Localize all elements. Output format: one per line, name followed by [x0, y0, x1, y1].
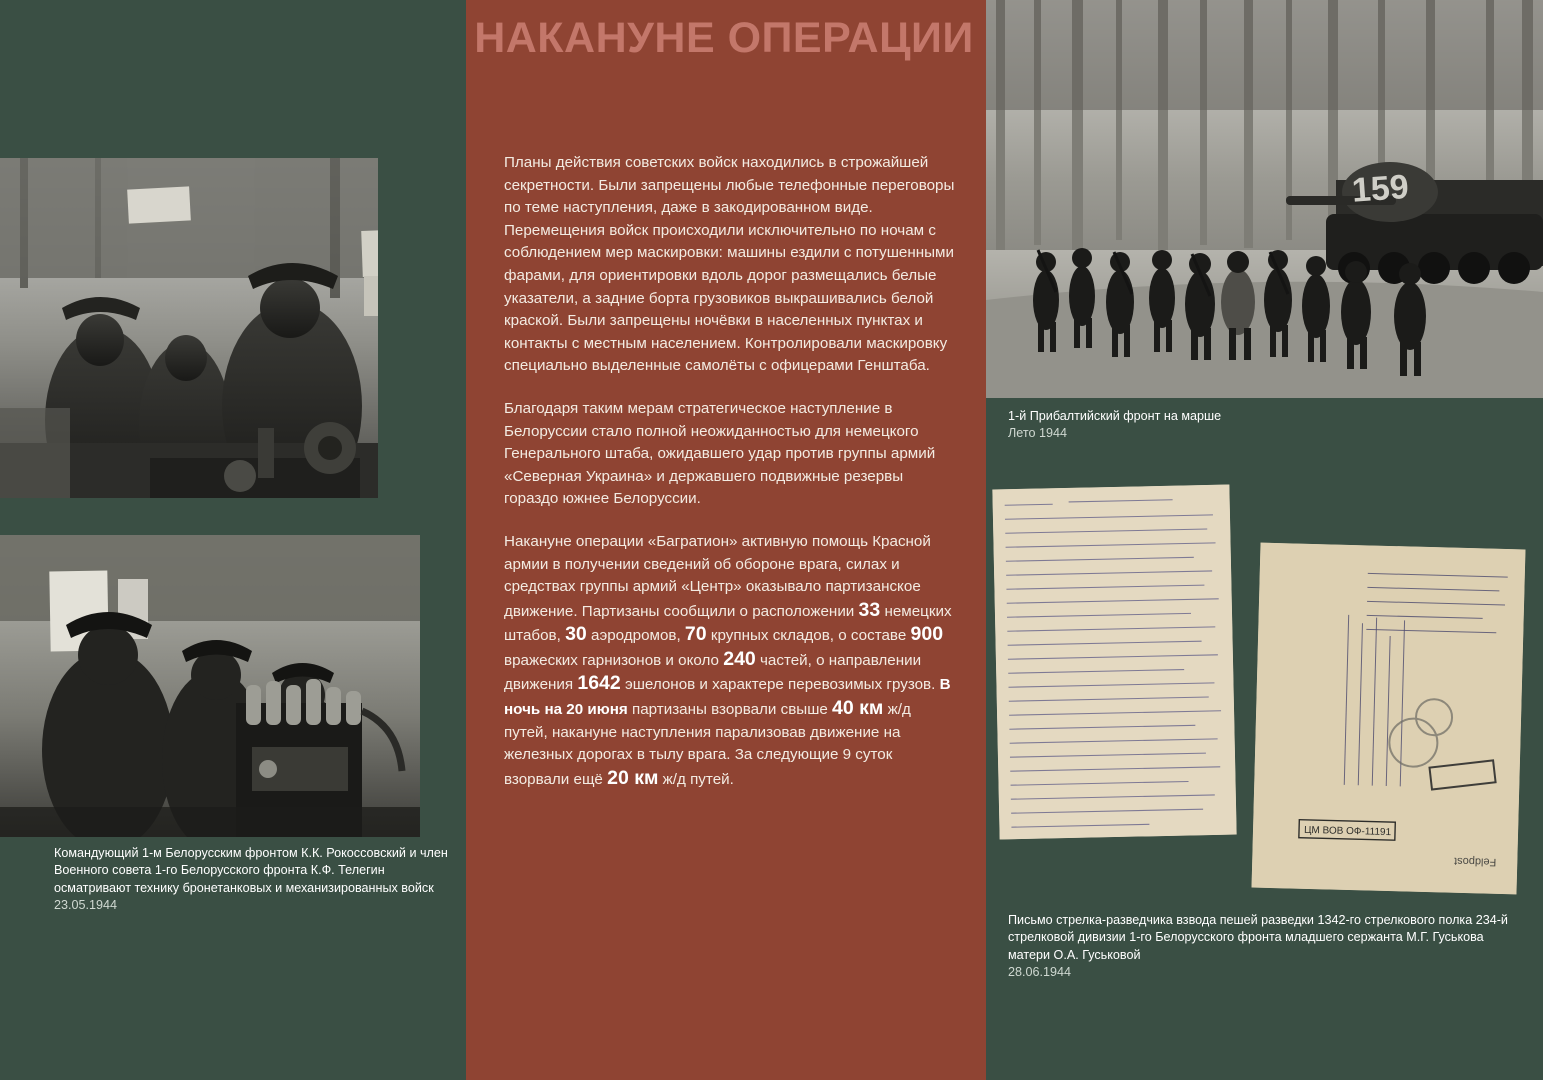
p3-text-10: ж/д путей.: [658, 770, 734, 788]
tank-number-text: 159: [1350, 167, 1410, 210]
p3-text-9: ж/д путей, накануне наступления парализовав движение на железных дорогах в тылу врага. За следующие 9 суток взорвали ещё: [504, 701, 911, 788]
photo-letter-page-1-image: [992, 485, 1236, 840]
stat-garrisons-count: 900: [910, 623, 944, 646]
caption-letter: [1008, 912, 1528, 982]
caption-front-march-date: Лето 1944: [1008, 426, 1067, 441]
feldpost-text: Feldpost: [1453, 854, 1497, 868]
photo-commanders-inspect: [0, 158, 378, 498]
photo-letter-page-1: [992, 485, 1236, 840]
stat-rail-destroyed-1: 40 км: [832, 697, 884, 720]
p3-text-4: крупных складов, о составе: [706, 627, 911, 645]
photo-front-march-image: [986, 0, 1543, 398]
caption-rokossovsky-date: 23.05.1944: [54, 898, 118, 913]
stat-hq-count: 33: [858, 598, 881, 621]
caption-rokossovsky-text: Командующий 1-м Белорусским фронтом К.К. Рокоссовский и член Военного совета 1-го Белорусского фронта К.Ф. Телегин осматривают технику бронетанковых и механизированных войск: [54, 846, 448, 895]
stat-rail-destroyed-2: 20 км: [607, 766, 659, 789]
photo-rokossovsky-image: [0, 535, 420, 837]
p3-text-5: вражеских гарнизонов и около: [504, 651, 724, 669]
p3-text-7: эшелонов и характере перевозимых грузов.: [620, 676, 940, 694]
page-title: НАКАНУНЕ ОПЕРАЦИИ: [474, 14, 974, 62]
center-column: [466, 0, 986, 1080]
museum-stamp-text: ЦМ ВОВ ОФ-11191: [1303, 824, 1392, 839]
caption-letter-date: 28.06.1944: [1008, 965, 1072, 980]
p3-text-1: Накануне операции «Багратион» активную помощь Красной армии в получении сведений об обороне врага, силах и средствах группы армий «Центр» оказывало партизанское движение. Партизаны сообщили о расположении: [504, 532, 931, 620]
emphasis-night-of-june-20: В ночь на 20 июня: [504, 676, 951, 719]
photo-commanders-inspect-image: [0, 158, 378, 498]
caption-letter-text: Письмо стрелка-разведчика взвода пешей разведки 1342-го стрелкового полка 234-й стрелковой дивизии 1-го Белорусского фронта младшего сержанта М.Г. Гуськова матери О.А. Гуськовой: [1008, 913, 1508, 962]
photo-rokossovsky: [0, 535, 420, 837]
stat-units-count: 240: [723, 647, 756, 670]
paragraph-partisans: [504, 531, 956, 792]
left-column: [0, 0, 466, 1080]
right-column: [986, 0, 1543, 1080]
caption-front-march-text: 1-й Прибалтийский фронт на марше: [1008, 409, 1222, 423]
photo-letter-page-2: [1252, 543, 1526, 895]
p3-text-6: частей, о направлении движения: [504, 651, 922, 694]
p3-text-3: аэродромов,: [586, 627, 685, 645]
stat-trains-count: 1642: [577, 672, 621, 695]
caption-rokossovsky: [54, 845, 464, 915]
p3-text-8: партизаны взорвали свыше: [627, 701, 833, 719]
stat-airfields-count: 30: [565, 623, 587, 646]
caption-front-march: [1008, 408, 1508, 443]
p3-text-2: немецких штабов,: [504, 602, 952, 645]
article-body: [504, 152, 956, 791]
photo-front-march: [986, 0, 1543, 398]
photo-letter-page-2-image: [1252, 543, 1526, 895]
paragraph-surprise: Благодаря таким мерам стратегическое наступление в Белоруссии стало полной неожиданностью для немецкого Генерального штаба, ожидавшего удар против группы армий «Северная Украина» и державшего подвижные резервы гораздо южнее Белоруссии.: [504, 399, 936, 508]
stat-depots-count: 70: [684, 623, 707, 646]
paragraph-secrecy: Планы действия советских войск находились в строжайшей секретности. Были запрещены любые телефонные переговоры по теме наступления, даже в закодированном виде. Перемещения войск происходили исключительно по ночам с соблюдением мер маскировки: машины ездили с потушенными фарами, для ориентировки вдоль дорог размещались белые указатели, а задние борта грузовиков выкрашивались белой краской. Были запрещены ночёвки в населенных пунктах и контакты с местным населением. Контролировали маскировку специально выделенные самолёты с офицерами Генштаба.: [504, 154, 955, 375]
